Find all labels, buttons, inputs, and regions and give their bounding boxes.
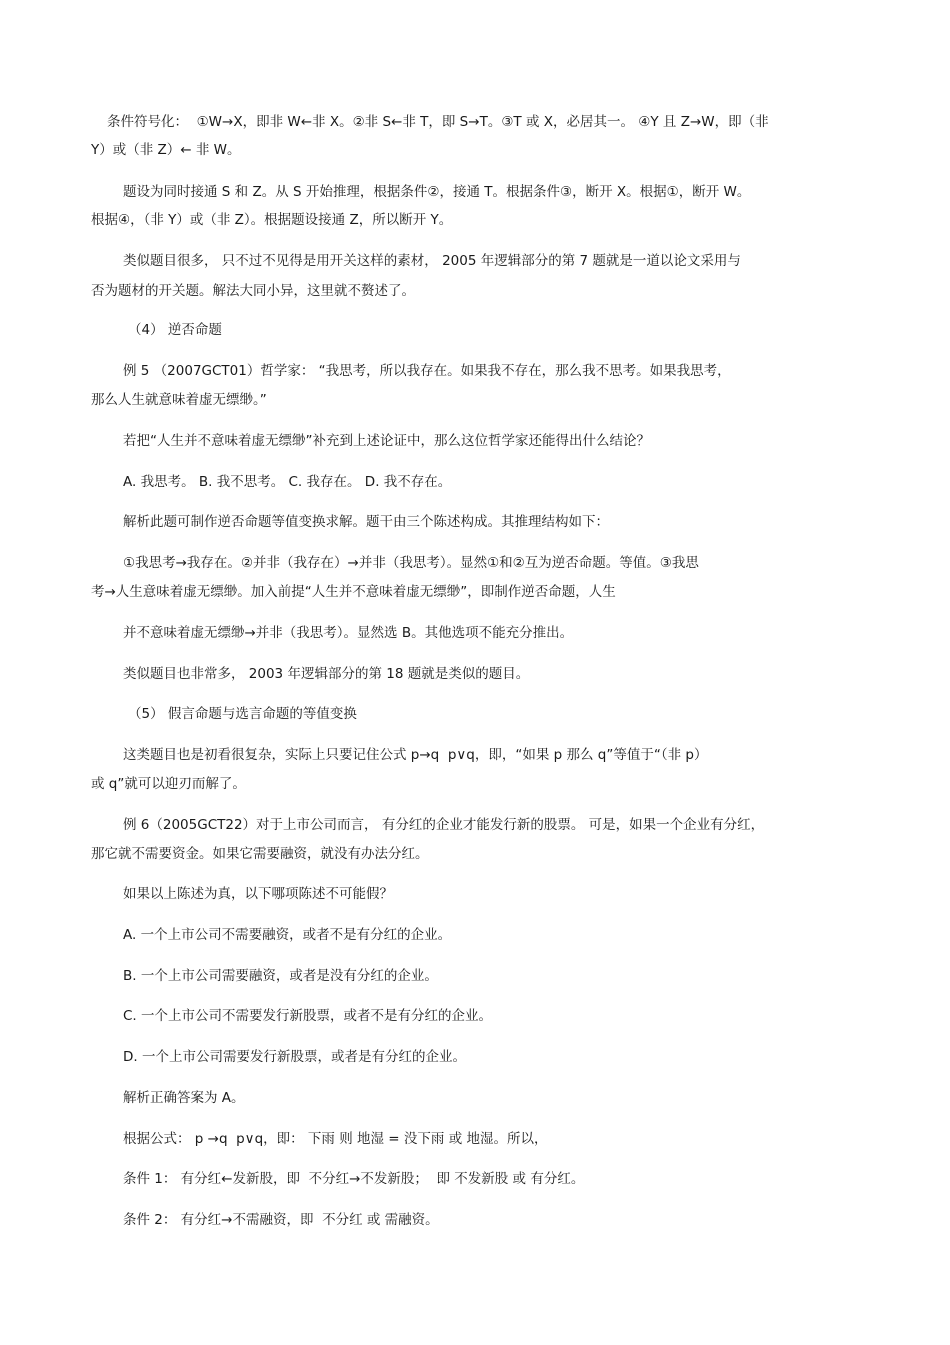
section-heading-4: （4） 逆否命题 — [128, 322, 222, 338]
text-line-9: 那么人生就意味着虚无缥缈。” — [91, 392, 267, 408]
condition-1-line: 条件 1： 有分红←发新股，即 不分红→不发新股； 即 不发新股 或 有分红。 — [123, 1171, 585, 1187]
text-line-18: 这类题目也是初看很复杂，实际上只要记住公式 p→q p∨q，即，“如果 p 那么 q”等值于“（非 p） — [123, 747, 708, 763]
text-line-1: 条件符号化： ①W→X，即非 W←非 X。②非 S←非 T，即 S→T。③T 或 X，必居其一。 ④Y 且 Z→W，即（非 — [107, 114, 769, 130]
text-line-19: 或 q”就可以迎刃而解了。 — [91, 776, 246, 792]
text-line-5: 类似题目很多， 只不过不见得是用开关这样的素材， 2005 年逻辑部分的第 7 题就是一道以论文采用与 — [123, 253, 741, 269]
text-line-15: 并不意味着虚无缥缈→并非（我思考）。显然选 B。其他选项不能充分推出。 — [123, 625, 574, 641]
text-line-13: ①我思考→我存在。②并非（我存在）→并非（我思考）。显然①和②互为逆否命题。等值。③我思 — [123, 555, 699, 571]
text-line-3: 题设为同时接通 S 和 Z。从 S 开始推理，根据条件②，接通 T。根据条件③，断开 X。根据①，断开 W。 — [123, 184, 751, 200]
text-line-12: 解析此题可制作逆否命题等值变换求解。题干由三个陈述构成。其推理结构如下： — [123, 514, 609, 530]
option-d-ex6: D. 一个上市公司需要发行新股票，或者是有分红的企业。 — [123, 1049, 466, 1065]
text-line-20: 例 6（2005GCT22）对于上市公司而言， 有分红的企业才能发行新的股票。 可是，如果一个企业有分红， — [123, 817, 765, 833]
options-line-ex5: A. 我思考。 B. 我不思考。 C. 我存在。 D. 我不存在。 — [123, 474, 452, 490]
formula-line: 根据公式： p →q p∨q，即： 下雨 则 地湿 = 没下雨 或 地湿。所以， — [123, 1131, 548, 1147]
text-line-2: Y）或（非 Z）← 非 W。 — [91, 142, 241, 158]
text-line-10: 若把“人生并不意味着虚无缥缈”补充到上述论证中，那么这位哲学家还能得出什么结论？ — [123, 433, 650, 449]
text-line-14: 考→人生意味着虚无缥缈。加入前提“人生并不意味着虚无缥缈”，即制作逆否命题，人生 — [91, 584, 616, 600]
option-b-ex6: B. 一个上市公司需要融资，或者是没有分红的企业。 — [123, 968, 438, 984]
text-line-16: 类似题目也非常多， 2003 年逻辑部分的第 18 题就是类似的题目。 — [123, 666, 530, 682]
answer-line: 解析正确答案为 A。 — [123, 1090, 245, 1106]
text-line-21: 那它就不需要资金。如果它需要融资，就没有办法分红。 — [91, 846, 429, 862]
text-line-22: 如果以上陈述为真，以下哪项陈述不可能假？ — [123, 886, 393, 902]
option-a-ex6: A. 一个上市公司不需要融资，或者不是有分红的企业。 — [123, 927, 452, 943]
option-c-ex6: C. 一个上市公司不需要发行新股票，或者不是有分红的企业。 — [123, 1008, 493, 1024]
text-line-6: 否为题材的开关题。解法大同小异，这里就不赘述了。 — [91, 283, 415, 299]
text-line-8: 例 5 （2007GCT01）哲学家： “我思考，所以我存在。如果我不存在，那么我不思考。如果我思考， — [123, 363, 731, 379]
condition-2-line: 条件 2： 有分红→不需融资，即 不分红 或 需融资。 — [123, 1212, 439, 1228]
text-line-4: 根据④，（非 Y）或（非 Z）。根据题设接通 Z，所以断开 Y。 — [91, 212, 453, 228]
section-heading-5: （5） 假言命题与选言命题的等值变换 — [128, 706, 357, 722]
